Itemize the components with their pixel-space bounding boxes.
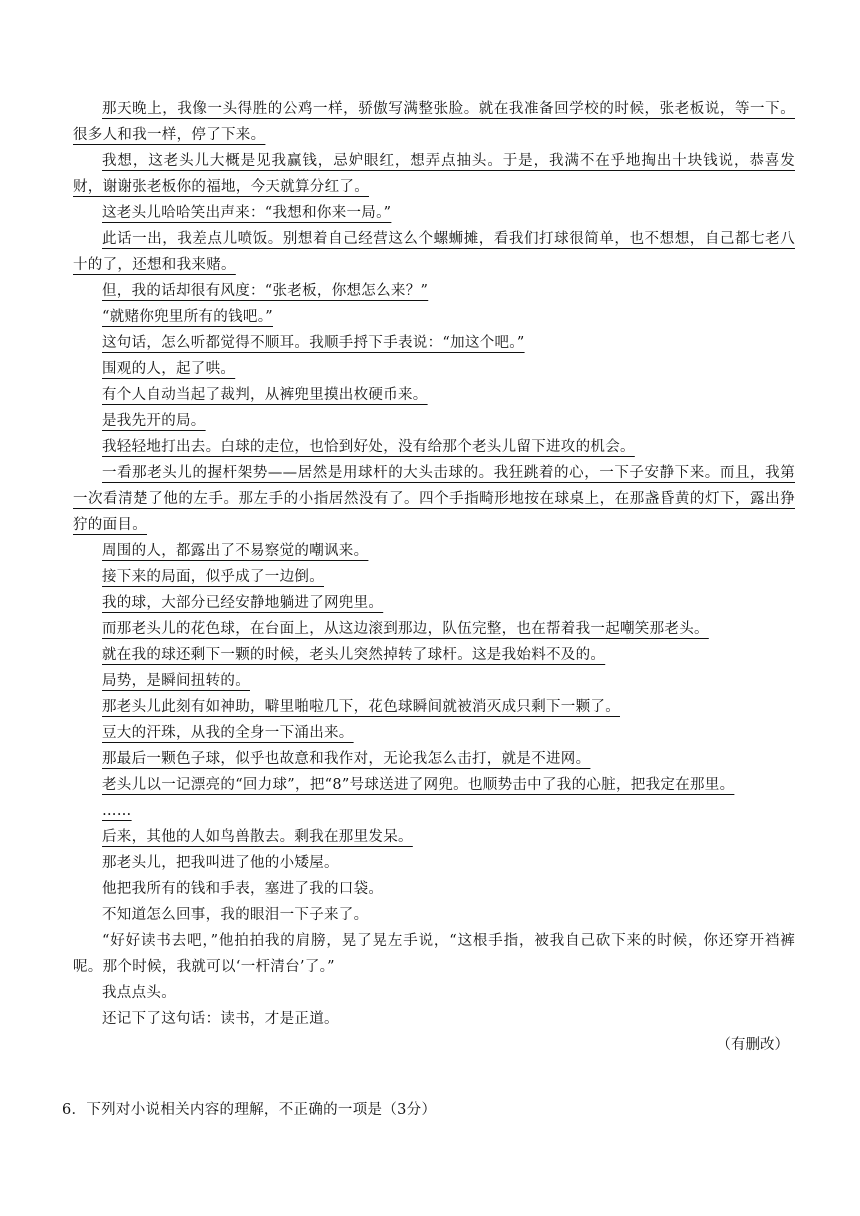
paragraph: [73, 330, 795, 356]
paragraph-text: 还记下了这句话：读书，才是正道。: [102, 1011, 339, 1027]
paragraph-text: 这句话，怎么听都觉得不顺耳。我顺手捋下手表说：“加这个吧。”: [102, 335, 525, 351]
story-body: [73, 96, 795, 1058]
paragraph: [73, 720, 795, 746]
paragraph: [73, 96, 795, 148]
paragraph: [73, 798, 795, 824]
paragraph-text: 局势，是瞬间扭转的。: [102, 673, 250, 689]
paragraph-text: 接下来的局面，似乎成了一边倒。: [102, 569, 324, 585]
paragraph: [73, 304, 795, 330]
paragraph-text: 那老头儿此刻有如神助，噼里啪啦几下，花色球瞬间就被消灭成只剩下一颗了。: [102, 699, 620, 715]
paragraph: [73, 226, 795, 278]
paragraph: [73, 772, 795, 798]
paragraph-text: 我点点头。: [102, 985, 176, 1001]
paragraph: [73, 356, 795, 382]
paragraph: [73, 590, 795, 616]
paragraph-text: 就在我的球还剩下一颗的时候，老头儿突然掉转了球杆。这是我始料不及的。: [102, 647, 606, 663]
paragraph-text: ……: [102, 803, 132, 819]
paragraph-text: 周围的人，都露出了不易察觉的嘲讽来。: [102, 543, 369, 559]
paragraph: [73, 616, 795, 642]
paragraph: [73, 200, 795, 226]
paragraph: [73, 434, 795, 460]
paragraph: [73, 538, 795, 564]
question-6: 6．下列对小说相关内容的理解，不正确的一项是（3分）: [62, 1102, 437, 1118]
source-note: （有删改）: [716, 1037, 789, 1053]
paragraph: [73, 928, 795, 980]
paragraph-text: 有个人自动当起了裁判，从裤兜里摸出枚硬币来。: [102, 387, 428, 403]
paragraph-text: 此话一出，我差点儿喷饭。别想着自己经营这么个螺蛳摊，看我们打球很简单，也不想想，自己都七老八十的了，还想和我来赌。: [73, 231, 795, 273]
paragraph-text: 我想，这老头儿大概是见我赢钱，忌妒眼红，想弄点抽头。于是，我满不在乎地掏出十块钱说，恭喜发财，谢谢张老板你的福地，今天就算分红了。: [73, 153, 795, 195]
paragraph-text: 那最后一颗色子球，似乎也故意和我作对，无论我怎么击打，就是不进网。: [102, 751, 591, 767]
paragraph: [73, 278, 795, 304]
paragraph-text: “好好读书去吧，”他拍拍我的肩膀，晃了晃左手说，“这根手指，被我自己砍下来的时候，你还穿开裆裤呢。那个时候，我就可以‘一杆清台’了。”: [73, 933, 795, 975]
paragraph-text: 是我先开的局。: [102, 413, 206, 429]
paragraph-text: “就赌你兜里所有的钱吧。”: [102, 309, 273, 325]
paragraph-text: 这老头儿哈哈笑出声来：“我想和你来一局。”: [102, 205, 392, 221]
paragraph-text: 我轻轻地打出去。白球的走位，也恰到好处，没有给那个老头儿留下进攻的机会。: [102, 439, 635, 455]
paragraph-text: 但，我的话却很有风度：“张老板，你想怎么来？”: [102, 283, 429, 299]
paragraph: [73, 876, 795, 902]
paragraph: [73, 694, 795, 720]
paragraph: [73, 902, 795, 928]
paragraph: [73, 564, 795, 590]
paragraph-text: 而那老头儿的花色球，在台面上，从这边滚到那边，队伍完整，也在帮着我一起嘲笑那老头。: [102, 621, 709, 637]
paragraph-text: 围观的人，起了哄。: [102, 361, 236, 377]
paragraph-text: 他把我所有的钱和手表，塞进了我的口袋。: [102, 881, 384, 897]
paragraph: [73, 980, 795, 1006]
paragraph-text: 老头儿以一记漂亮的“回力球”，把“8”号球送进了网兜。也顺势击中了我的心脏，把我定在那里。: [102, 777, 735, 793]
paragraph: [73, 1006, 795, 1032]
paragraph: [73, 460, 795, 538]
paragraph-text: 那老头儿，把我叫进了他的小矮屋。: [102, 855, 339, 871]
paragraph: [73, 148, 795, 200]
paragraph-text: 不知道怎么回事，我的眼泪一下子来了。: [102, 907, 369, 923]
paragraph-text: 那天晚上，我像一头得胜的公鸡一样，骄傲写满整张脸。就在我准备回学校的时候，张老板说，等一下。很多人和我一样，停了下来。: [73, 101, 795, 143]
paragraph: [73, 824, 795, 850]
paragraph-text: 一看那老头儿的握杆架势——居然是用球杆的大头击球的。我狂跳着的心，一下子安静下来。而且，我第一次看清楚了他的左手。那左手的小指居然没有了。四个手指畸形地按在球桌上，在那盏昏黄的灯下，露出狰狞的面目。: [73, 465, 795, 533]
paragraph-text: 我的球，大部分已经安静地躺进了网兜里。: [102, 595, 384, 611]
paragraph-text: 豆大的汗珠，从我的全身一下涌出来。: [102, 725, 354, 741]
paragraph-text: 后来，其他的人如鸟兽散去。剩我在那里发呆。: [102, 829, 413, 845]
paragraph: [73, 746, 795, 772]
paragraph: [73, 408, 795, 434]
paragraph: [73, 382, 795, 408]
paragraph: [73, 850, 795, 876]
paragraph: [73, 642, 795, 668]
paragraph: [73, 668, 795, 694]
